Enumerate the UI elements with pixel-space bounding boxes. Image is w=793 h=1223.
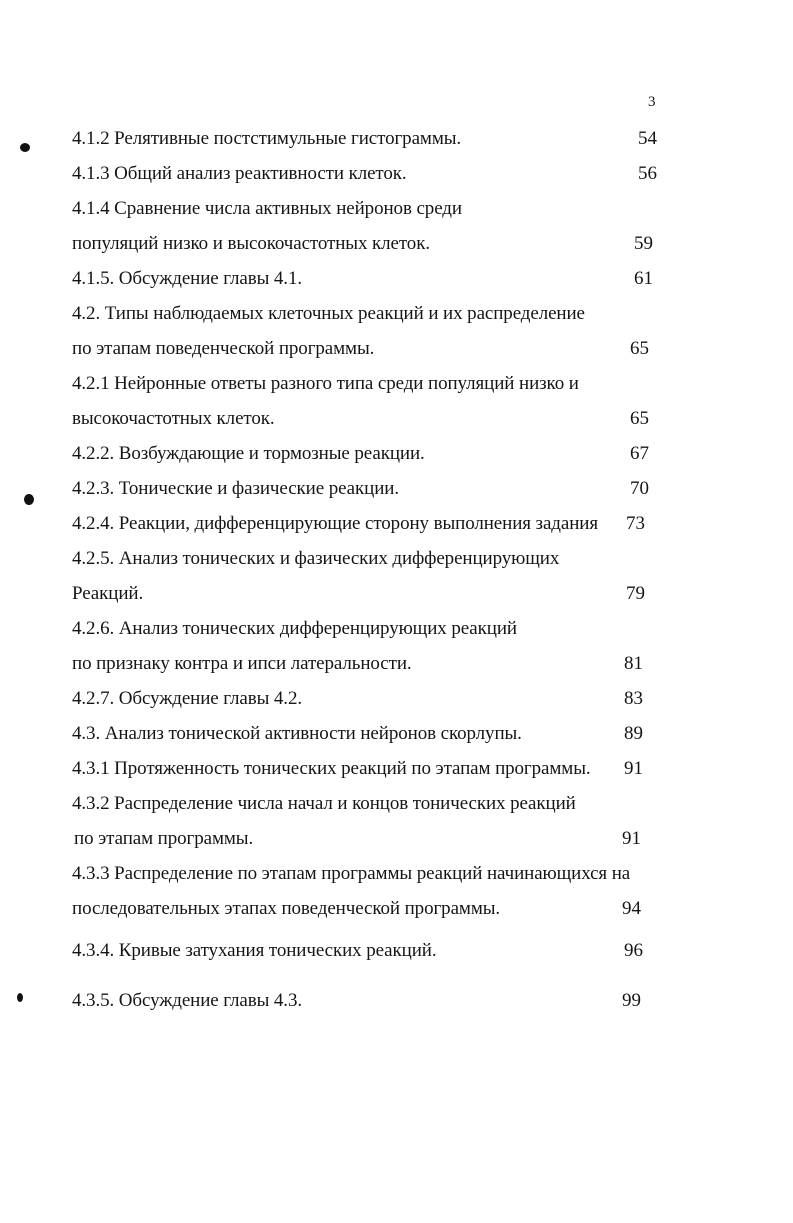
toc-entry-page: 83 (624, 688, 643, 709)
toc-entry-text: 4.2.4. Реакции, дифференцирующие сторону выполнения задания (72, 513, 598, 534)
toc-entry-page: 70 (630, 478, 649, 499)
toc-entry-text: 4.2.7. Обсуждение главы 4.2. (72, 688, 302, 709)
toc-entry-page: 56 (638, 163, 657, 184)
binding-hole-mark (17, 993, 23, 1002)
toc-entry-text: 4.2.2. Возбуждающие и тормозные реакции. (72, 443, 425, 464)
toc-entry-text: 4.1.4 Сравнение числа активных нейронов среди (72, 198, 462, 219)
toc-entry-text: 4.3.3 Распределение по этапам программы реакций начинающихся на (72, 863, 631, 884)
toc-entry-text: по признаку контра и ипси латеральности. (72, 653, 412, 674)
toc-entry-text: 4.1.5. Обсуждение главы 4.1. (72, 268, 302, 289)
toc-entry-page: 94 (622, 898, 641, 919)
toc-entry-page: 89 (624, 723, 643, 744)
toc-entry-text: 4.3.5. Обсуждение главы 4.3. (72, 990, 302, 1011)
toc-entry-text: 4.2.1 Нейронные ответы разного типа среди популяций низко и (72, 373, 579, 394)
toc-entry-page: 81 (624, 653, 643, 674)
toc-entry-page: 59 (634, 233, 653, 254)
toc-entry-page: 91 (624, 758, 643, 779)
binding-hole-mark (24, 494, 34, 505)
toc-entry-page: 99 (622, 990, 641, 1011)
toc-entry-text: по этапам программы. (74, 828, 254, 849)
toc-entry-text: 4.2.6. Анализ тонических дифференцирующих реакций (72, 618, 517, 639)
toc-entry-text: 4.3. Анализ тонической активности нейронов скорлупы. (72, 723, 522, 744)
page-number: 3 (648, 94, 656, 110)
toc-entry-page: 61 (634, 268, 653, 289)
toc-entry-text: последовательных этапах поведенческой программы. (72, 898, 501, 919)
toc-entry-text: 4.2.5. Анализ тонических и фазических дифференцирующих (72, 548, 560, 569)
toc-entry-page: 96 (624, 940, 643, 961)
toc-entry-text: 4.1.3 Общий анализ реактивности клеток. (72, 163, 407, 184)
toc-entry-text: популяций низко и высокочастотных клеток. (72, 233, 430, 254)
toc-entry-text: Реакций. (72, 583, 144, 604)
toc-entry-text: 4.1.2 Релятивные постстимульные гистограммы. (72, 128, 462, 149)
binding-hole-mark (20, 143, 30, 152)
toc-entry-page: 67 (630, 443, 649, 464)
toc-entry-text: 4.3.1 Протяженность тонических реакций по этапам программы. (72, 758, 591, 779)
toc-entry-text: 4.3.2 Распределение числа начал и концов тонических реакций (72, 793, 576, 814)
toc-entry-page: 54 (638, 128, 657, 149)
toc-entry-text: 4.3.4. Кривые затухания тонических реакций. (72, 940, 437, 961)
toc-entry-page: 73 (626, 513, 645, 534)
toc-entry-page: 65 (630, 338, 649, 359)
toc-entry-text: высокочастотных клеток. (72, 408, 275, 429)
toc-entry-text: по этапам поведенческой программы. (72, 338, 375, 359)
toc-entry-text: 4.2. Типы наблюдаемых клеточных реакций и их распределение (72, 303, 585, 324)
toc-entry-text: 4.2.3. Тонические и фазические реакции. (72, 478, 399, 499)
toc-entry-page: 91 (622, 828, 641, 849)
toc-entry-page: 65 (630, 408, 649, 429)
toc-entry-page: 79 (626, 583, 645, 604)
